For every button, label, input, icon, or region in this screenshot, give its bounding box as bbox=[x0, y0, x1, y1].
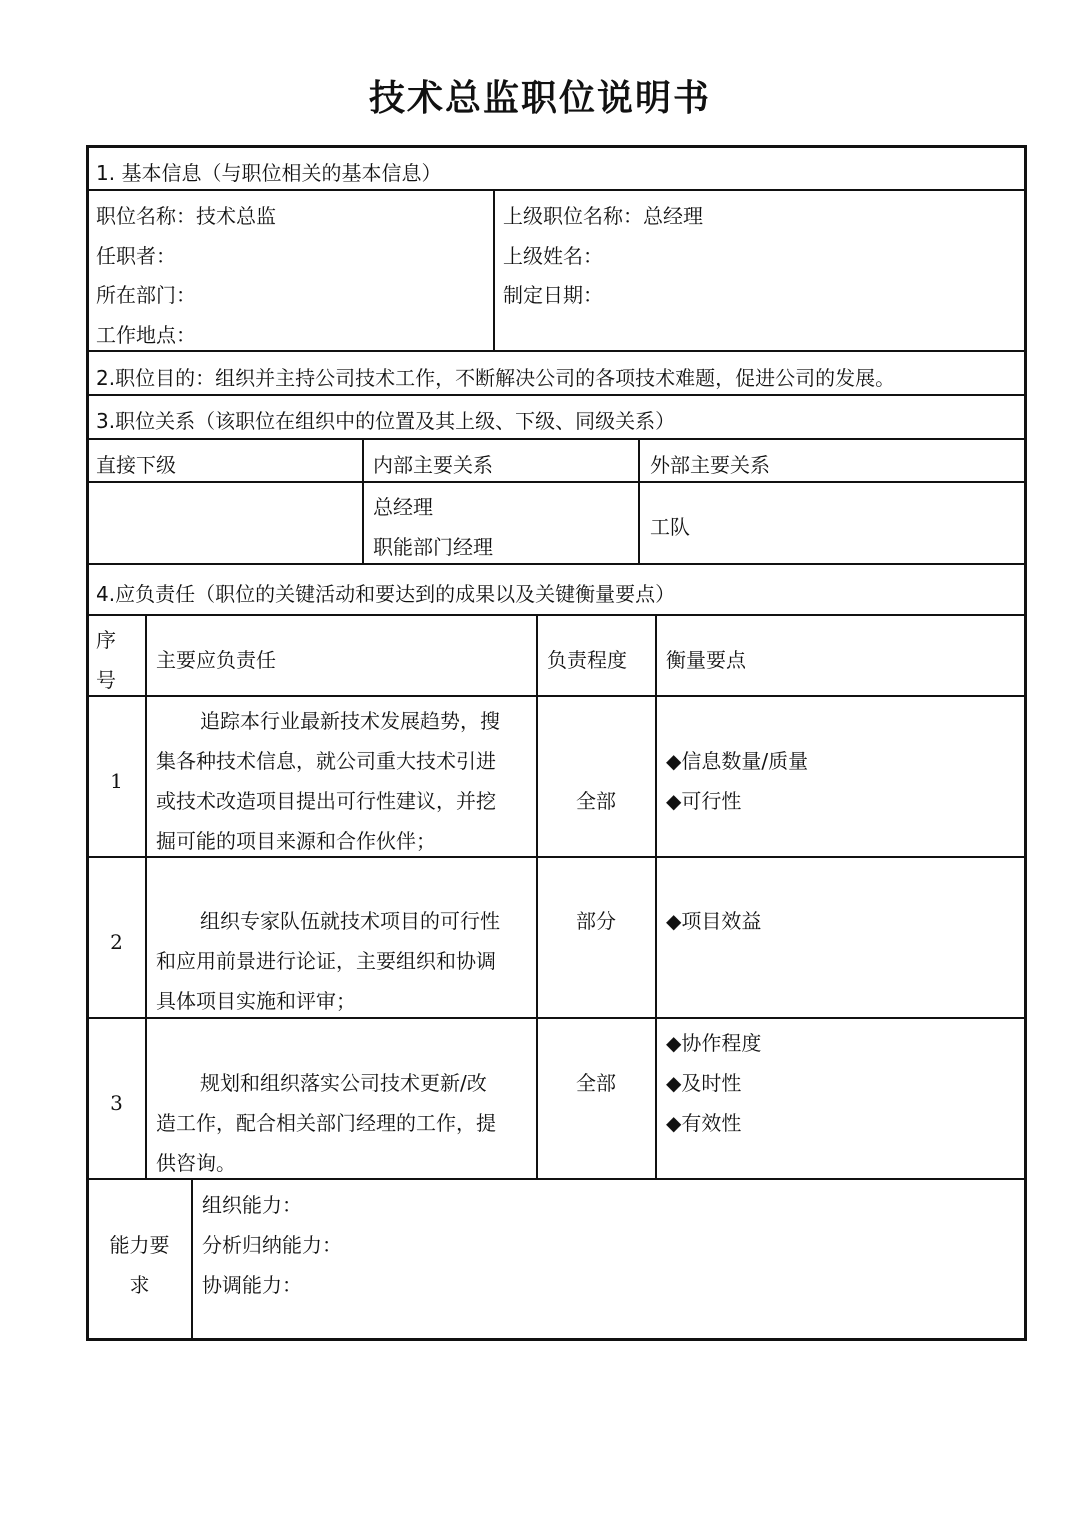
duty-measure: ◆协作程度 bbox=[666, 1031, 762, 1055]
duty-text-line: 组织专家队伍就技术项目的可行性 bbox=[200, 909, 500, 933]
duty-measure: ◆可行性 bbox=[666, 789, 742, 813]
duty-measure: ◆项目效益 bbox=[666, 909, 762, 933]
page-title: 技术总监职位说明书 bbox=[368, 78, 711, 119]
superior-position-field: 上级职位名称：总经理 bbox=[503, 204, 703, 228]
department-field: 所在部门： bbox=[96, 283, 196, 307]
duty-text-line: 供咨询。 bbox=[156, 1151, 236, 1175]
duty-text-line: 追踪本行业最新技术发展趋势，搜 bbox=[200, 709, 500, 733]
column-divider bbox=[655, 615, 657, 1178]
row-divider bbox=[88, 695, 1025, 697]
ability-label: 求 bbox=[129, 1273, 150, 1297]
internal-relations-header: 内部主要关系 bbox=[373, 453, 493, 477]
basic-info-heading: 1. 基本信息（与职位相关的基本信息） bbox=[96, 161, 442, 185]
row-divider bbox=[88, 350, 1025, 352]
column-divider bbox=[493, 190, 495, 350]
row-divider bbox=[88, 563, 1025, 565]
main-duty-header: 主要应负责任 bbox=[156, 648, 276, 672]
column-divider bbox=[191, 1179, 193, 1339]
external-relations-header: 外部主要关系 bbox=[650, 453, 770, 477]
duty-text-line: 集各种技术信息，就公司重大技术引进 bbox=[156, 749, 496, 773]
ability-label: 能力要 bbox=[109, 1233, 170, 1257]
ability-item: 协调能力： bbox=[202, 1273, 302, 1297]
work-location-field: 工作地点： bbox=[96, 323, 196, 347]
degree-header: 负责程度 bbox=[547, 648, 627, 672]
duty-measure: ◆信息数量/质量 bbox=[666, 749, 809, 773]
duty-text-line: 具体项目实施和评审； bbox=[156, 989, 356, 1013]
duty-seq: 2 bbox=[110, 930, 123, 954]
ability-item: 分析归纳能力： bbox=[202, 1233, 342, 1257]
duty-seq: 1 bbox=[110, 769, 123, 793]
duty-degree: 部分 bbox=[576, 909, 616, 933]
duty-text-line: 或技术改造项目提出可行性建议，并挖 bbox=[156, 789, 496, 813]
column-divider bbox=[362, 439, 364, 563]
seq-header: 序 bbox=[96, 628, 116, 652]
column-divider bbox=[638, 439, 640, 563]
duty-measure: ◆及时性 bbox=[666, 1071, 742, 1095]
duty-text-line: 造工作，配合相关部门经理的工作，提 bbox=[156, 1111, 496, 1135]
row-divider bbox=[88, 614, 1025, 616]
internal-relation-item: 总经理 bbox=[373, 495, 433, 519]
position-name-field: 职位名称：技术总监 bbox=[96, 204, 276, 228]
duty-text-line: 和应用前景进行论证，主要组织和协调 bbox=[156, 949, 496, 973]
seq-header: 号 bbox=[96, 668, 116, 692]
superior-name-field: 上级姓名： bbox=[503, 244, 603, 268]
direct-subordinate-header: 直接下级 bbox=[96, 453, 176, 477]
duty-seq: 3 bbox=[110, 1091, 123, 1115]
column-divider bbox=[145, 615, 147, 1178]
date-field: 制定日期： bbox=[503, 283, 603, 307]
duties-heading: 4.应负责任（职位的关键活动和要达到的成果以及关键衡量要点） bbox=[96, 582, 676, 606]
external-relation-value: 工队 bbox=[650, 515, 690, 539]
holder-field: 任职者： bbox=[96, 244, 176, 268]
ability-item: 组织能力： bbox=[202, 1193, 302, 1217]
duty-measure: ◆有效性 bbox=[666, 1111, 742, 1135]
duty-degree: 全部 bbox=[576, 789, 616, 813]
duty-text-line: 规划和组织落实公司技术更新/改 bbox=[200, 1071, 487, 1095]
relations-heading: 3.职位关系（该职位在组织中的位置及其上级、下级、同级关系） bbox=[96, 409, 676, 433]
row-divider bbox=[88, 481, 1025, 483]
duty-degree: 全部 bbox=[576, 1071, 616, 1095]
internal-relation-item: 职能部门经理 bbox=[373, 535, 493, 559]
purpose-text: 2.职位目的：组织并主持公司技术工作，不断解决公司的各项技术难题，促进公司的发展。 bbox=[96, 366, 896, 390]
duty-text-line: 掘可能的项目来源和合作伙伴； bbox=[156, 829, 436, 853]
measure-header: 衡量要点 bbox=[666, 648, 746, 672]
